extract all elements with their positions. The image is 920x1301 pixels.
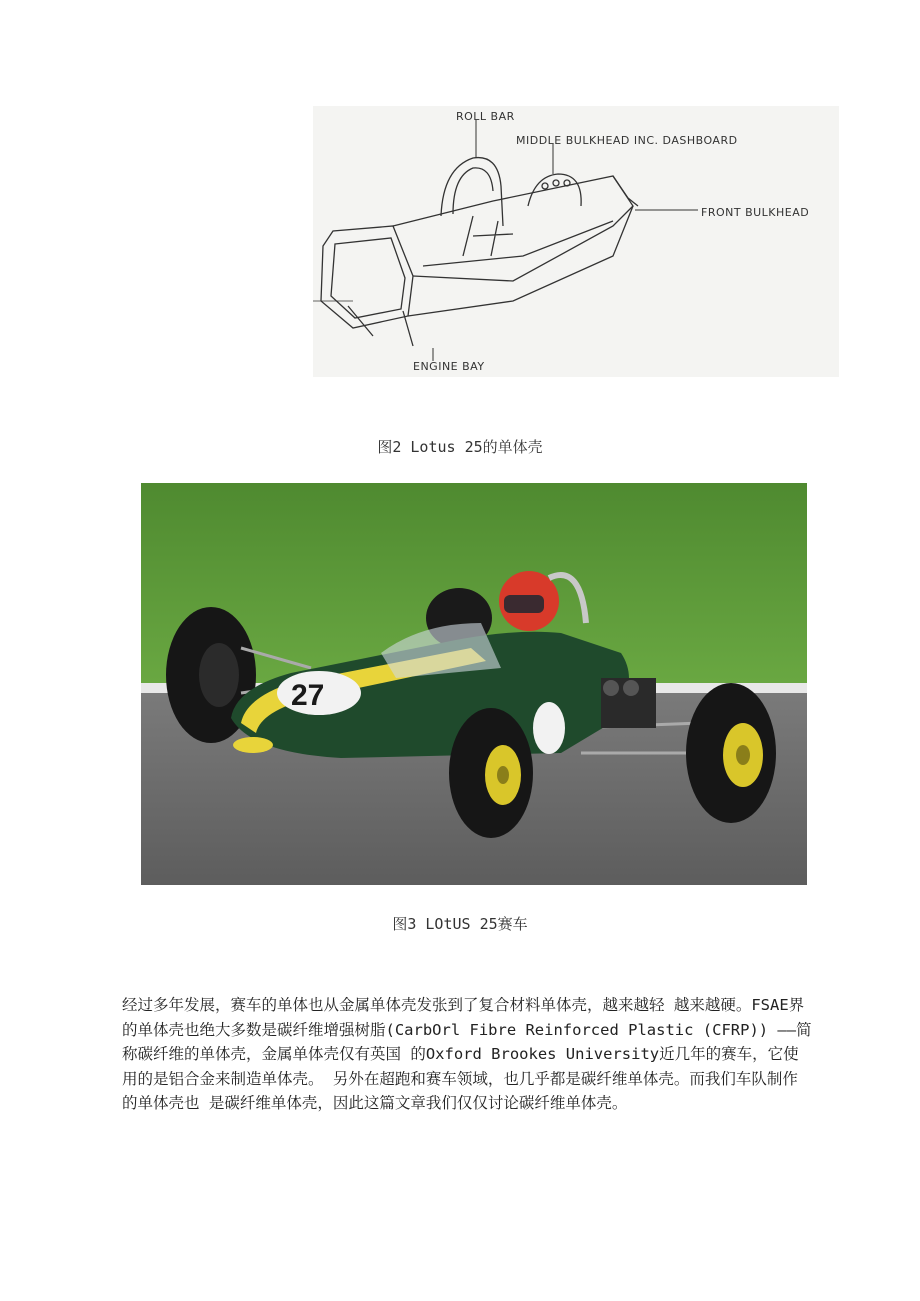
car-number-nose: 27 <box>291 679 325 712</box>
monocoque-sketch-figure <box>313 106 839 377</box>
figure-2-caption: 图2 Lotus 25的单体壳 <box>377 438 543 456</box>
figure-3-caption: 图3 LOtUS 25赛车 <box>392 915 528 933</box>
middle-bulkhead-label: MIDDLE BULKHEAD INC. DASHBOARD <box>516 134 738 147</box>
body-paragraph: 经过多年发展，赛车的单体也从金属单体壳发张到了复合材料单体壳，越来越轻 越来越硬。FSAE界的单体壳也绝大多数是碳纤维增强树脂(CarbOrl Fibre Reinforced Plastic (CFRP)) ——简称碳纤维的单体壳，金属单体壳仅有英国 的Oxford Brookes University近几年的赛车，它使用的是铝合金来制造单体壳。 另外在超跑和赛车领域，也几乎都是碳纤维单体壳。而我们车队制作的单体壳也 是碳纤维单体壳，因此这篇文章我们仅仅讨论碳纤维单体壳。 <box>122 996 812 1112</box>
lotus-25-photo-figure <box>141 483 807 885</box>
lotus-25-photo <box>141 483 807 885</box>
monocoque-sketch <box>313 106 839 377</box>
roll-bar-label: ROLL BAR <box>456 110 515 123</box>
front-bulkhead-label: FRONT BULKHEAD <box>701 206 810 219</box>
engine-bay-label: ENGINE BAY <box>413 360 485 373</box>
